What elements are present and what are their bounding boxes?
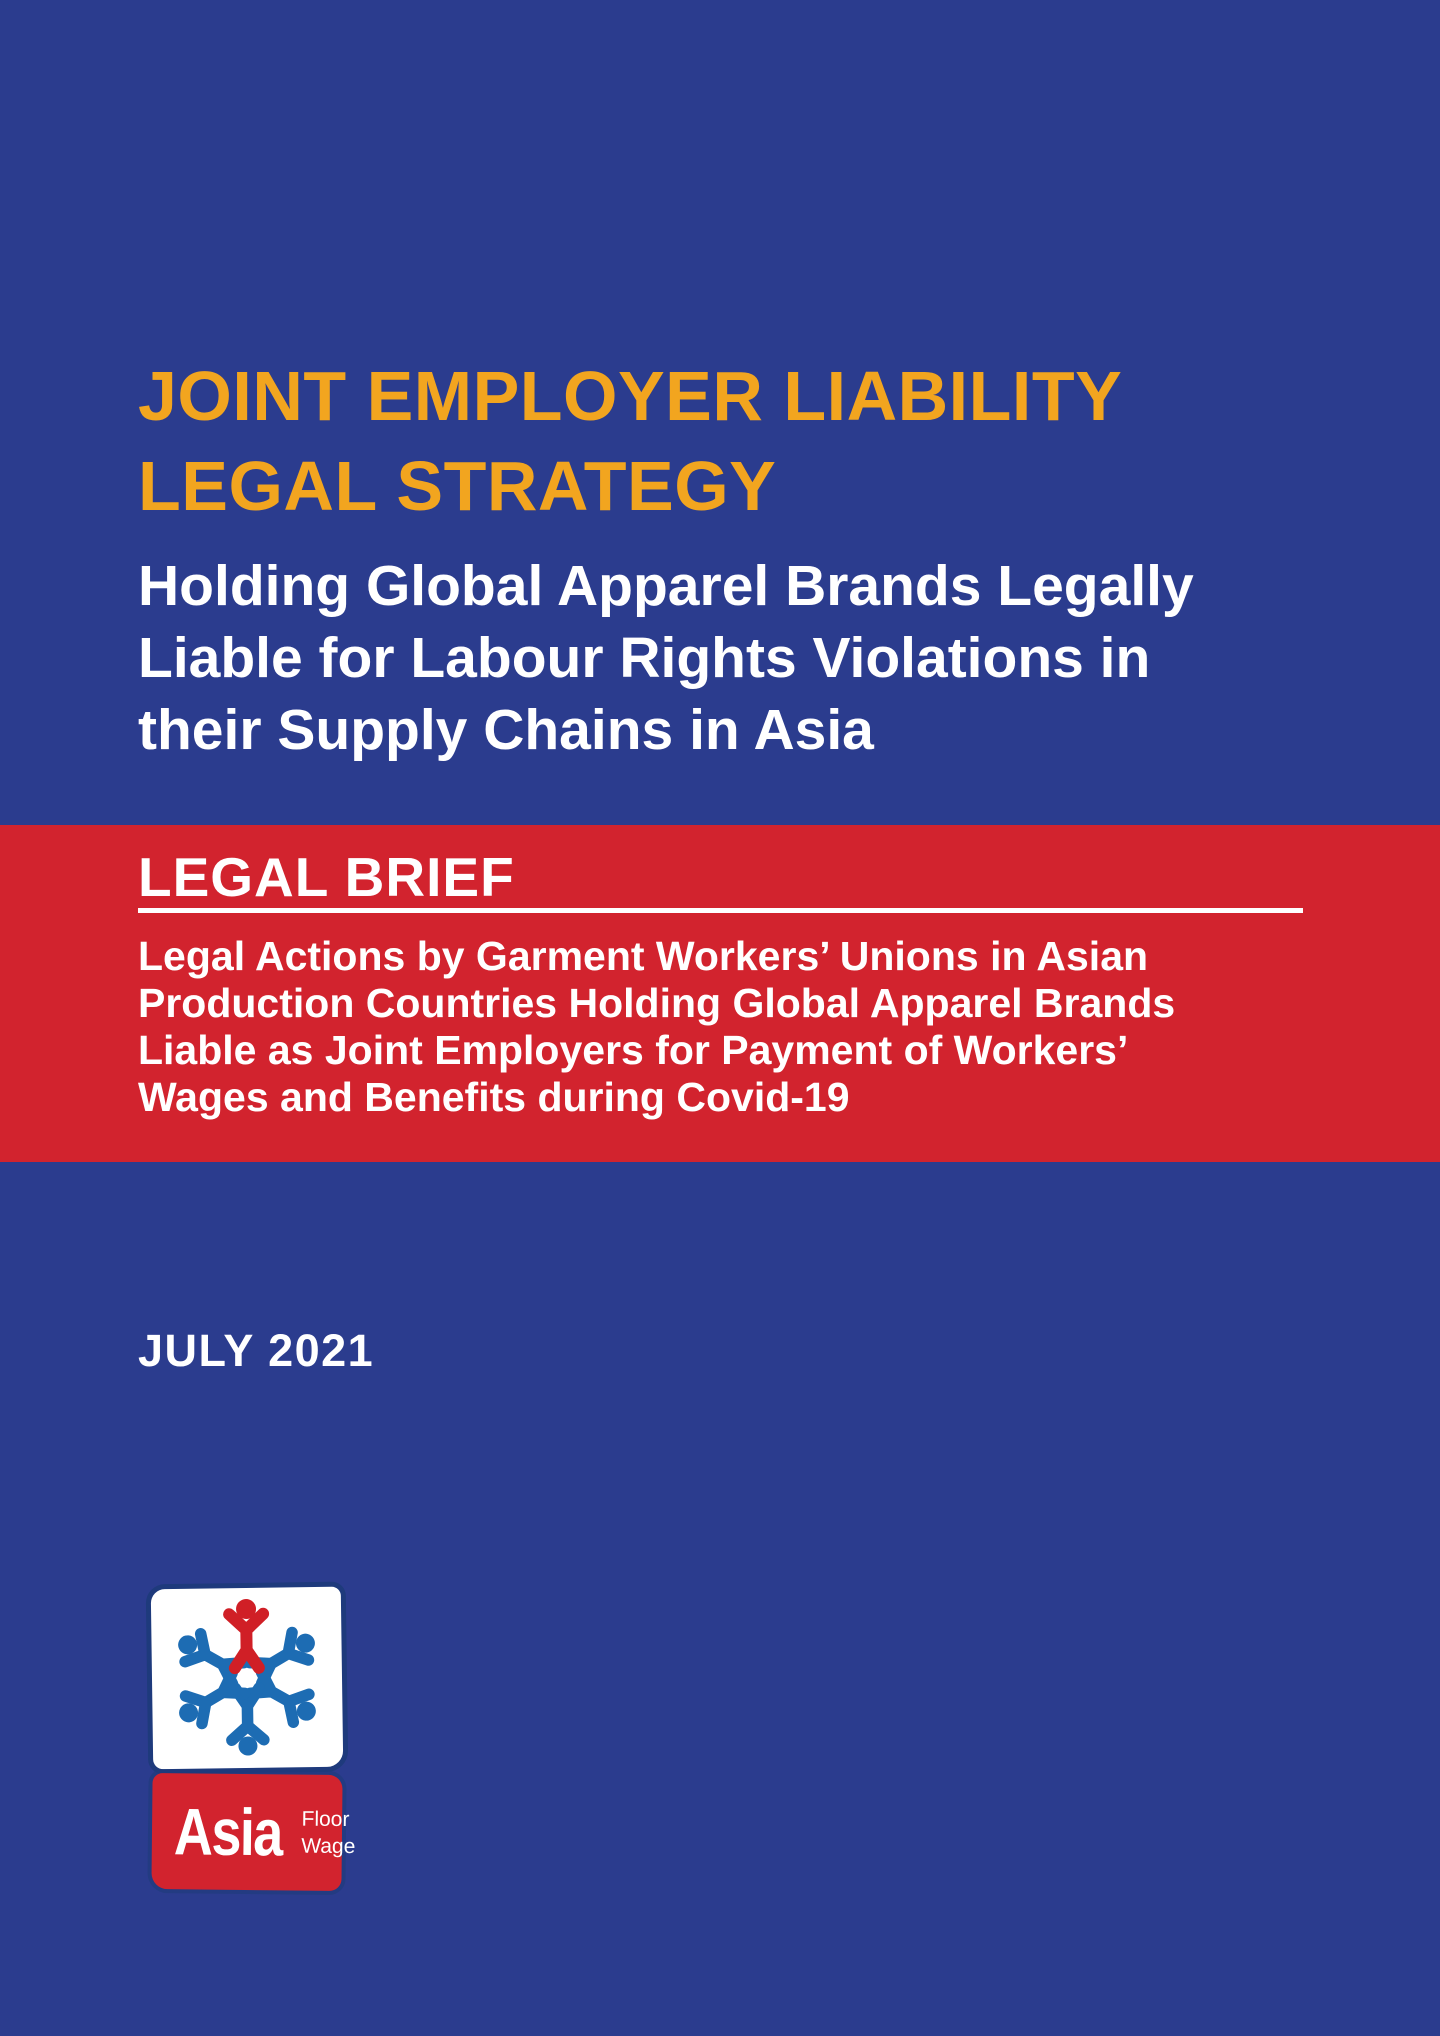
logo-subtext [301,1806,356,1861]
report-title [138,351,1122,531]
report-subtitle-line3: their Supply Chains in Asia [138,698,874,762]
legal-brief-description [138,933,1175,1121]
report-title-line2: LEGAL STRATEGY [138,447,777,525]
legal-brief-band [0,825,1440,1162]
logo-wordmark: Asia [173,1794,283,1870]
legal-brief-description-line4: Wages and Benefits during Covid-19 [138,1074,850,1120]
legal-brief-heading: LEGAL BRIEF [138,846,515,908]
logo-banner [151,1773,356,1891]
report-subtitle-line1: Holding Global Apparel Brands Legally [138,554,1194,618]
asia-floor-wage-logo [152,1588,356,1890]
legal-brief-description-line1: Legal Actions by Garment Workers’ Unions in Asian [138,933,1149,979]
legal-brief-description-line2: Production Countries Holding Global Apparel Brands [138,980,1176,1026]
logo-subtext-line1: Floor [301,1807,350,1832]
report-subtitle-line2: Liable for Labour Rights Violations in [138,626,1151,690]
publication-date: JULY 2021 [138,1325,375,1376]
heading-underline [138,908,1303,913]
report-title-line1: JOINT EMPLOYER LIABILITY [138,357,1123,435]
people-circle-icon [151,1587,343,1770]
logo-subtext-line2: Wage [301,1834,356,1859]
report-subtitle [138,550,1194,766]
legal-brief-description-line3: Liable as Joint Employers for Payment of Workers’ [138,1027,1129,1073]
